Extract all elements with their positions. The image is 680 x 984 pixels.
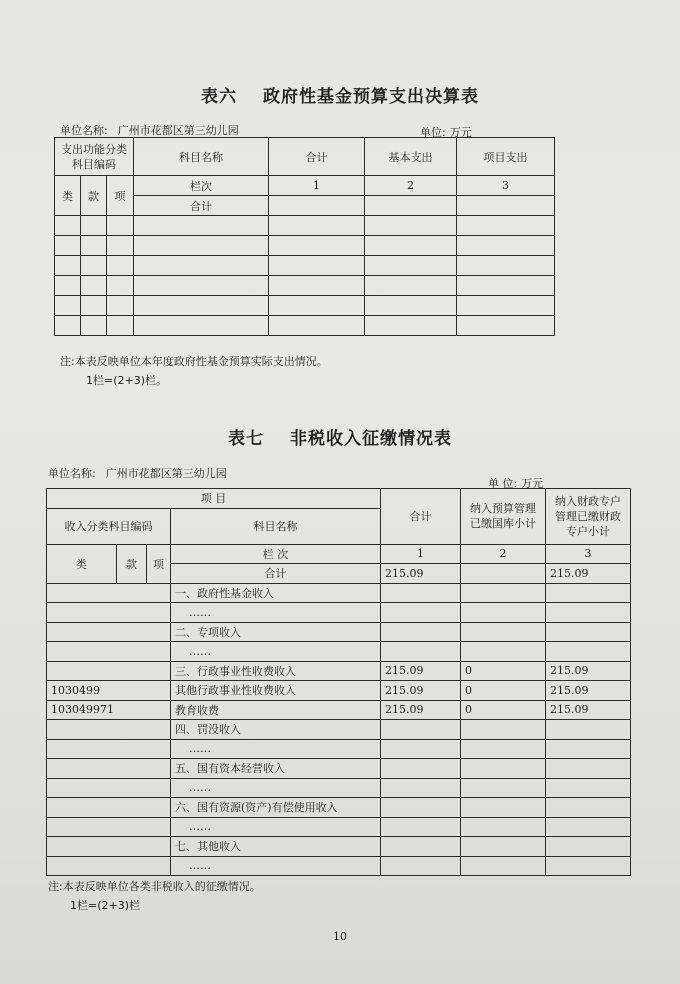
unit-label: 单位: [420, 126, 446, 139]
table7-body [47, 583, 631, 876]
row-treasury [461, 642, 546, 662]
table-row [47, 681, 631, 701]
row-code [47, 778, 171, 798]
row-treasury [461, 603, 546, 623]
row-total [381, 739, 461, 759]
table-row [55, 216, 555, 236]
row-special [546, 759, 631, 779]
row-special [546, 778, 631, 798]
row-total: 215.09 [381, 700, 461, 720]
row-treasury: 0 [461, 700, 546, 720]
sum-row-label: 合计 [134, 196, 269, 216]
header-kuan: 款 [81, 176, 107, 216]
header-func-code: 支出功能分类科目编码 [55, 138, 134, 176]
row-special: 215.09 [546, 681, 631, 701]
header-treasury: 纳入预算管理已缴国库小计 [461, 489, 546, 545]
col-index-1: 1 [381, 544, 461, 564]
table-row [55, 236, 555, 256]
header-subject-name: 科目名称 [171, 508, 381, 544]
row-treasury [461, 739, 546, 759]
row-special [546, 798, 631, 818]
col-index-1: 1 [269, 176, 365, 196]
unit-value: 万元 [521, 477, 544, 490]
table6-number: 表六 [201, 87, 237, 107]
row-code [47, 817, 171, 837]
row-total [381, 759, 461, 779]
unit-name-value: 广州市花都区第三幼儿园 [105, 467, 227, 480]
row-treasury [461, 720, 546, 740]
row-total [381, 603, 461, 623]
row-treasury [461, 759, 546, 779]
row-special [546, 837, 631, 857]
header-xiang: 项 [107, 176, 134, 216]
table7-unit-name [48, 465, 227, 481]
table-row [47, 700, 631, 720]
table-cell [365, 196, 457, 216]
row-total [381, 778, 461, 798]
row-name: 三、行政事业性收费收入 [171, 661, 381, 681]
row-total: 215.09 [381, 661, 461, 681]
table-row [47, 798, 631, 818]
column-row-label: 栏 次 [171, 544, 381, 564]
table-row [47, 739, 631, 759]
table-row [55, 256, 555, 276]
row-special: 215.09 [546, 661, 631, 681]
unit-name-label: 单位名称: [60, 124, 108, 137]
row-name: …… [171, 642, 381, 662]
row-name: …… [171, 778, 381, 798]
row-treasury [461, 583, 546, 603]
table-row [55, 316, 555, 336]
col-index-2: 2 [461, 544, 546, 564]
col-index-3: 3 [457, 176, 555, 196]
row-code [47, 837, 171, 857]
header-kuan: 款 [117, 544, 147, 583]
row-total [381, 583, 461, 603]
row-special [546, 583, 631, 603]
table7 [46, 488, 631, 876]
header-total: 合计 [269, 138, 365, 176]
row-total [381, 817, 461, 837]
table-cell [457, 196, 555, 216]
row-name: 其他行政事业性收费收入 [171, 681, 381, 701]
row-code [47, 583, 171, 603]
row-total [381, 856, 461, 876]
page-number: 10 [333, 930, 347, 943]
table-row [47, 759, 631, 779]
unit-label: 单 位: [488, 477, 518, 490]
row-treasury [461, 798, 546, 818]
table7-note-1: 注:本表反映单位各类非税收入的征缴情况。 [48, 880, 261, 893]
row-treasury: 0 [461, 661, 546, 681]
row-name: 七、其他收入 [171, 837, 381, 857]
table6-unit-name [60, 122, 239, 138]
header-code: 收入分类科目编码 [47, 508, 171, 544]
header-basic: 基本支出 [365, 138, 457, 176]
table6-title-text: 政府性基金预算支出决算表 [263, 87, 479, 107]
table-cell [269, 196, 365, 216]
table-row [47, 603, 631, 623]
row-treasury [461, 622, 546, 642]
row-name: …… [171, 603, 381, 623]
row-special [546, 622, 631, 642]
table-row [47, 583, 631, 603]
row-total [381, 622, 461, 642]
row-treasury: 0 [461, 681, 546, 701]
row-name: 一、政府性基金收入 [171, 583, 381, 603]
table-row [47, 622, 631, 642]
unit-value: 万元 [449, 126, 472, 139]
row-name: 合计 [171, 564, 381, 584]
row-total: 215.09 [381, 681, 461, 701]
header-subject-name: 科目名称 [134, 138, 269, 176]
table-row [47, 817, 631, 837]
header-xiang: 项 [147, 544, 171, 583]
table7-note-2: 1栏=(2+3)栏 [70, 899, 141, 912]
row-code [47, 622, 171, 642]
row-name: …… [171, 739, 381, 759]
row-treasury [461, 856, 546, 876]
row-code [47, 720, 171, 740]
header-project: 项目支出 [457, 138, 555, 176]
row-code [47, 739, 171, 759]
row-code [47, 759, 171, 779]
unit-name-value: 广州市花都区第三幼儿园 [117, 124, 239, 137]
row-total: 215.09 [381, 564, 461, 584]
row-total [381, 837, 461, 857]
row-special [546, 739, 631, 759]
row-special [546, 856, 631, 876]
row-code: 1030499 [47, 681, 171, 701]
row-name: 五、国有资本经营收入 [171, 759, 381, 779]
table-row [47, 778, 631, 798]
column-row-label: 栏次 [134, 176, 269, 196]
table-row [47, 642, 631, 662]
row-treasury [461, 564, 546, 584]
row-code: 103049971 [47, 700, 171, 720]
table6-note-1: 注:本表反映单位本年度政府性基金预算实际支出情况。 [60, 355, 328, 368]
row-special [546, 603, 631, 623]
table-row [47, 661, 631, 681]
table7-title-text: 非税收入征缴情况表 [290, 429, 452, 449]
row-name: …… [171, 817, 381, 837]
row-special: 215.09 [546, 564, 631, 584]
row-special [546, 817, 631, 837]
table7-title [0, 424, 680, 449]
col-index-3: 3 [546, 544, 631, 564]
row-name: 教育收费 [171, 700, 381, 720]
header-special: 纳入财政专户管理已缴财政专户小计 [546, 489, 631, 545]
table6-note-2: 1栏=(2+3)栏。 [86, 374, 168, 387]
col-index-2: 2 [365, 176, 457, 196]
row-total [381, 642, 461, 662]
row-treasury [461, 817, 546, 837]
header-total: 合计 [381, 489, 461, 545]
row-treasury [461, 778, 546, 798]
row-code [47, 661, 171, 681]
table-row [55, 296, 555, 316]
row-code [47, 856, 171, 876]
row-name: 二、专项收入 [171, 622, 381, 642]
table7-notes [48, 877, 261, 915]
table-row [47, 720, 631, 740]
row-code [47, 642, 171, 662]
unit-name-label: 单位名称: [48, 467, 96, 480]
row-name: 四、罚没收入 [171, 720, 381, 740]
table-row [55, 276, 555, 296]
row-special [546, 642, 631, 662]
table6-notes [60, 352, 328, 390]
table6 [54, 137, 555, 336]
header-lei: 类 [47, 544, 117, 583]
table6-title [0, 82, 680, 107]
row-total [381, 720, 461, 740]
row-treasury [461, 837, 546, 857]
row-special: 215.09 [546, 700, 631, 720]
row-total [381, 798, 461, 818]
table-row [47, 856, 631, 876]
header-item: 项 目 [47, 489, 381, 509]
row-code [47, 603, 171, 623]
header-lei: 类 [55, 176, 81, 216]
row-name: 六、国有资源(资产)有偿使用收入 [171, 798, 381, 818]
row-name: …… [171, 856, 381, 876]
table-row [47, 837, 631, 857]
row-code [47, 798, 171, 818]
row-special [546, 720, 631, 740]
table7-number: 表七 [228, 429, 264, 449]
